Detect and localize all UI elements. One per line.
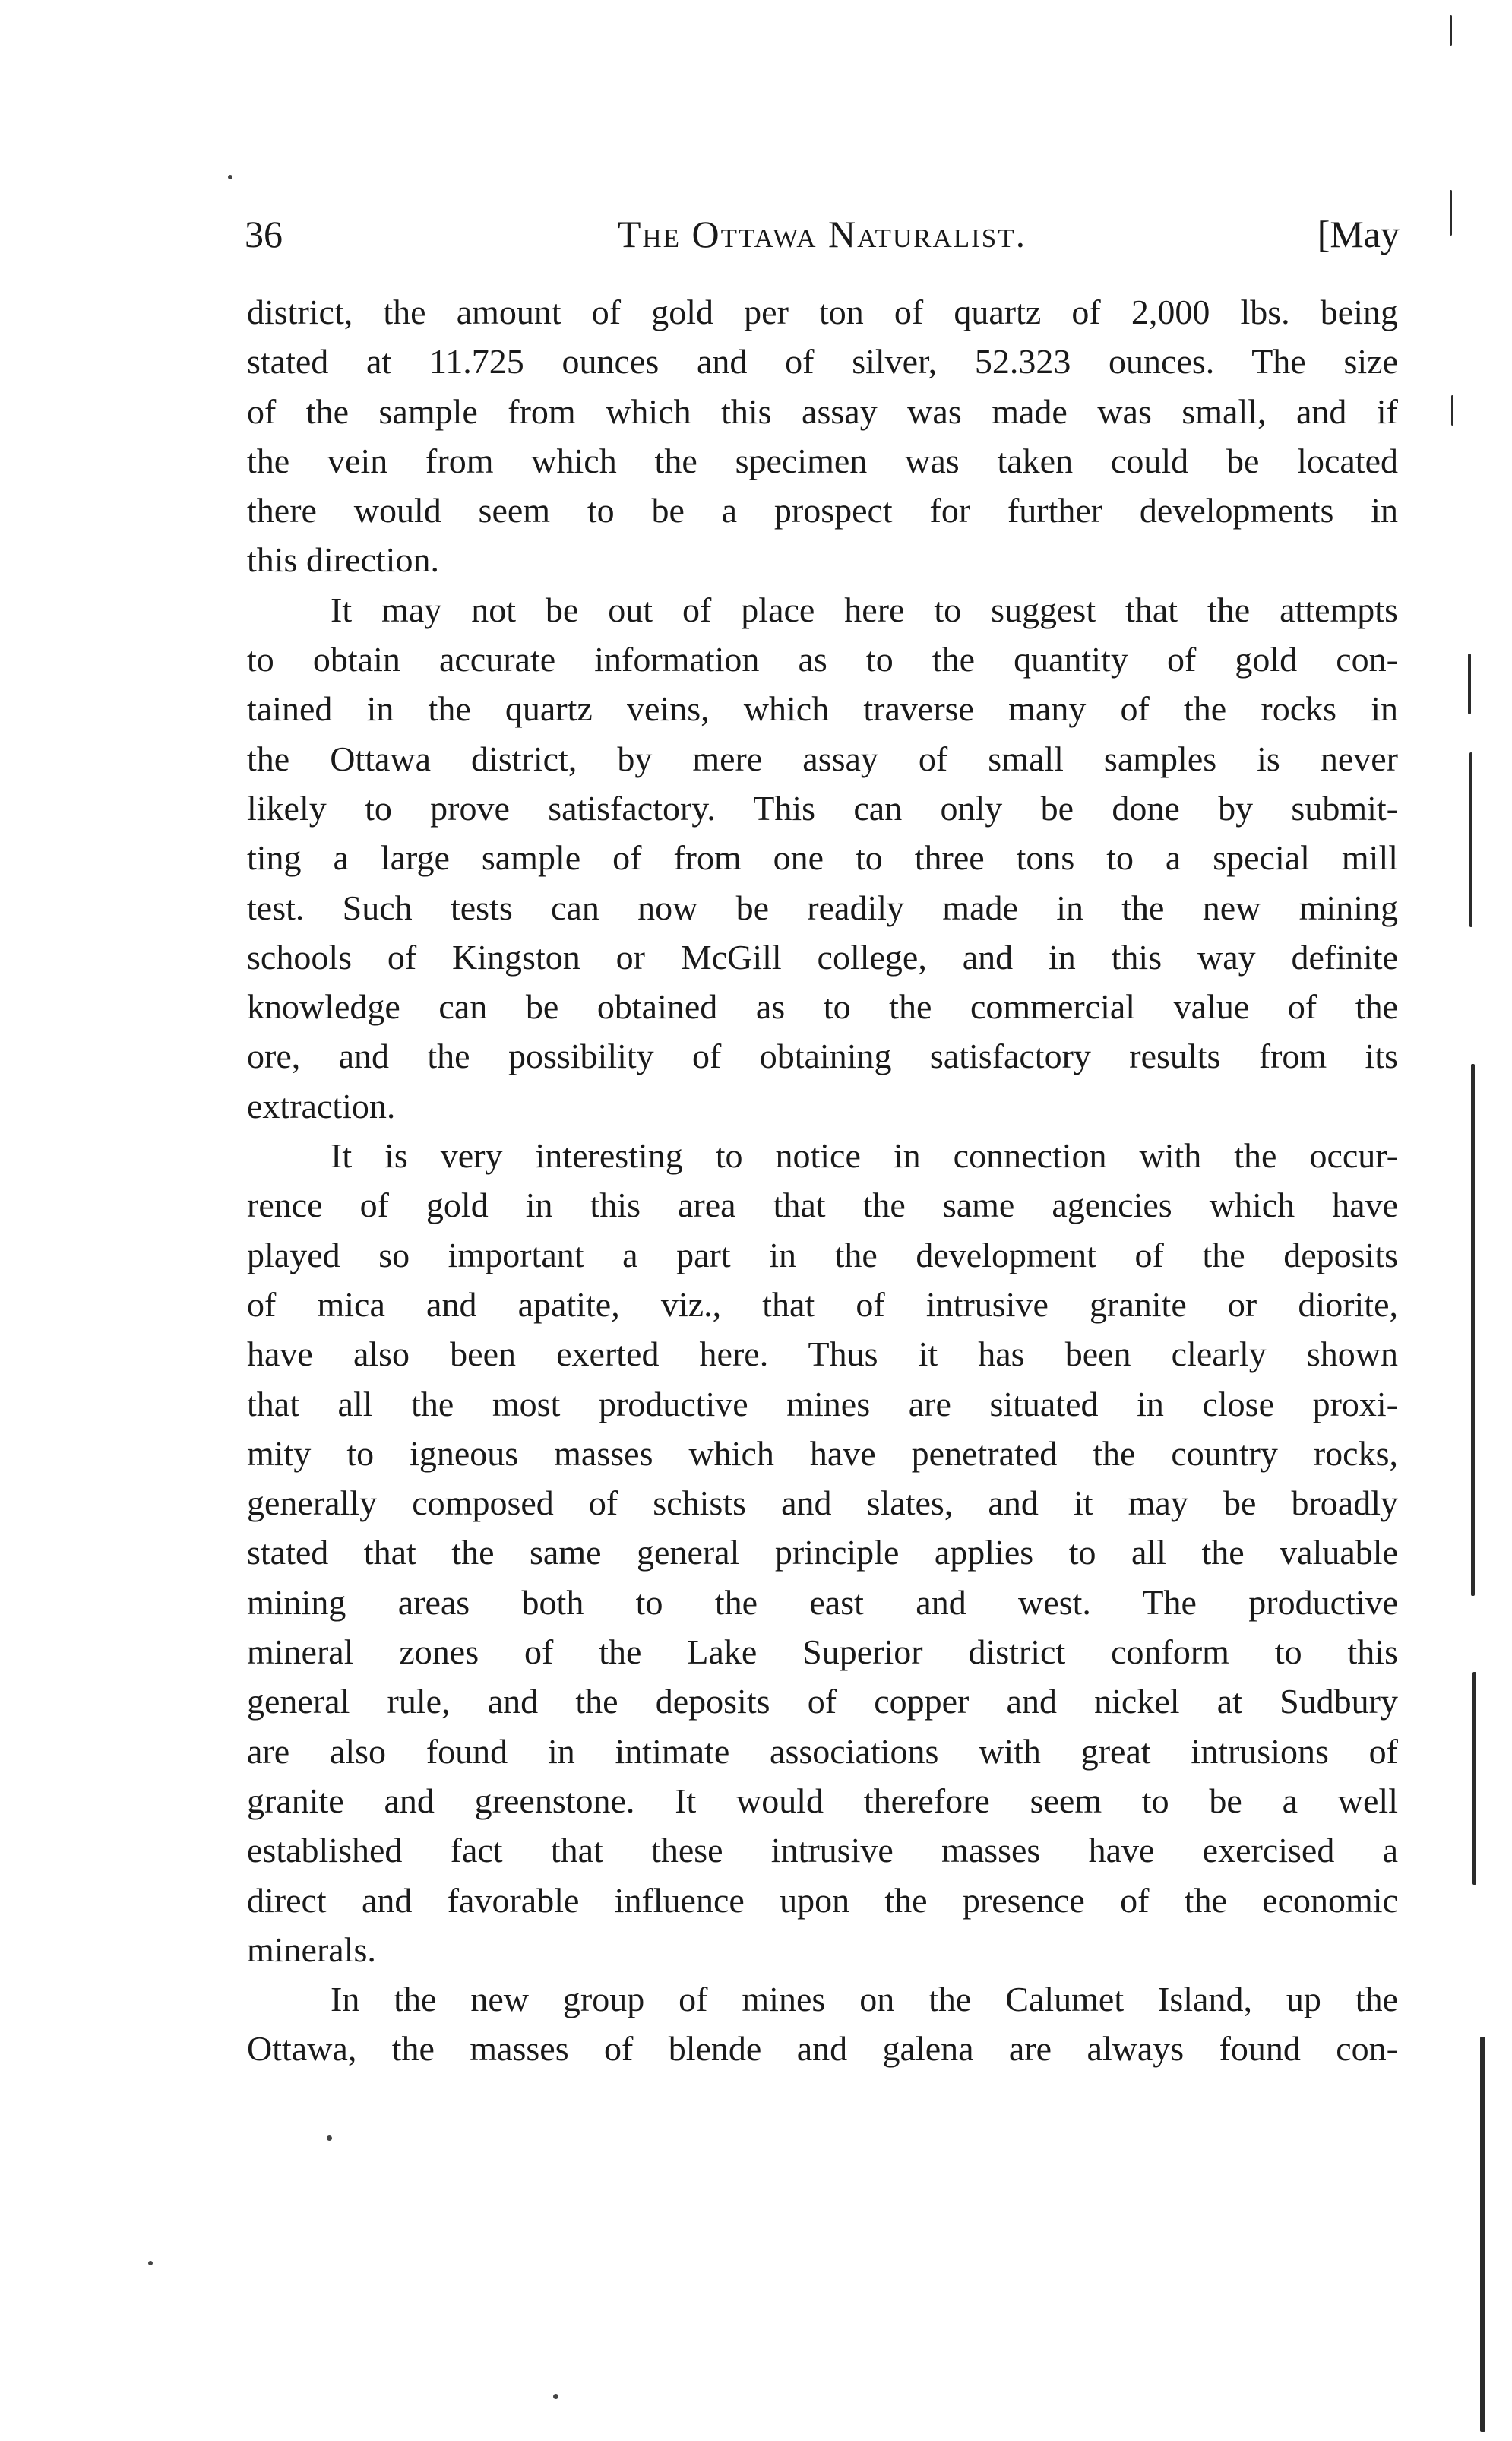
text-line: of mica and apatite, viz., that of intrusive granite or diorite, bbox=[247, 1284, 1398, 1324]
text-line: are also found in intimate associations with great intrusions of bbox=[247, 1731, 1398, 1771]
text-line: schools of Kingston or McGill college, and in this way definite bbox=[247, 937, 1398, 977]
paragraph-4 bbox=[247, 1974, 1398, 2074]
scan-speck bbox=[327, 2135, 332, 2141]
scan-edge-mark bbox=[1480, 2037, 1485, 2432]
text-line: minerals. bbox=[247, 1930, 376, 1969]
text-line: rence of gold in this area that the same agencies which have bbox=[247, 1186, 1398, 1225]
text-line: tained in the quartz veins, which traverse many of the rocks in bbox=[247, 689, 1398, 729]
text-line: have also been exerted here. Thus it has been clearly shown bbox=[247, 1334, 1398, 1374]
text-line: extraction. bbox=[247, 1086, 396, 1126]
text-line: It may not be out of place here to suggest that the attempts bbox=[331, 590, 1398, 629]
page-number: 36 bbox=[245, 213, 283, 255]
scan-edge-mark bbox=[1451, 395, 1453, 426]
scan-edge-mark bbox=[1469, 752, 1472, 927]
paragraph-3 bbox=[247, 1131, 1398, 1974]
scan-speck bbox=[228, 175, 232, 179]
text-line: established fact that these intrusive masses have exercised a bbox=[247, 1831, 1398, 1870]
text-line: stated that the same general principle applies to all the valuable bbox=[247, 1533, 1398, 1572]
text-line: likely to prove satisfactory. This can only be done by submit- bbox=[247, 788, 1398, 828]
text-line: ore, and the possibility of obtaining satisfactory results from its bbox=[247, 1037, 1398, 1076]
issue-month: [May bbox=[1317, 213, 1400, 255]
text-line: the Ottawa district, by mere assay of small samples is never bbox=[247, 739, 1398, 778]
text-line: general rule, and the deposits of copper and nickel at Sudbury bbox=[247, 1682, 1398, 1721]
text-line: It is very interesting to notice in connection with the occur- bbox=[331, 1136, 1398, 1176]
text-line: that all the most productive mines are situated in close proxi- bbox=[247, 1384, 1398, 1423]
text-line: played so important a part in the development of the deposits bbox=[247, 1235, 1398, 1274]
scan-edge-mark bbox=[1472, 1672, 1476, 1885]
scan-edge-mark bbox=[1471, 1064, 1475, 1596]
text-line: direct and favorable influence upon the presence of the economic bbox=[247, 1880, 1398, 1920]
text-line: test. Such tests can now be readily made in the new mining bbox=[247, 888, 1398, 927]
scan-edge-mark bbox=[1450, 15, 1452, 46]
scan-edge-mark bbox=[1468, 654, 1471, 714]
scan-speck bbox=[553, 2394, 558, 2399]
running-head bbox=[245, 204, 1400, 264]
journal-title: The Ottawa Naturalist. bbox=[617, 213, 1027, 255]
text-line: Ottawa, the masses of blende and galena are always found con- bbox=[247, 2029, 1398, 2069]
text-line: this direction. bbox=[247, 540, 439, 580]
text-line: of the sample from which this assay was made was small, and if bbox=[247, 391, 1398, 431]
text-line: In the new group of mines on the Calumet Island, up the bbox=[331, 1980, 1398, 2019]
scan-speck bbox=[148, 2261, 153, 2265]
text-line: district, the amount of gold per ton of quartz of 2,000 lbs. being bbox=[247, 293, 1398, 331]
paragraph-2 bbox=[247, 585, 1398, 1131]
text-line: mity to igneous masses which have penetrated the country rocks, bbox=[247, 1433, 1398, 1473]
text-line: granite and greenstone. It would therefore seem to be a well bbox=[247, 1781, 1398, 1820]
body-text bbox=[247, 287, 1398, 2074]
text-line: mining areas both to the east and west. The productive bbox=[247, 1582, 1398, 1622]
paragraph-1 bbox=[247, 287, 1398, 585]
text-line: to obtain accurate information as to the quantity of gold con- bbox=[247, 640, 1398, 679]
text-line: knowledge can be obtained as to the commercial value of the bbox=[247, 987, 1398, 1027]
text-line: there would seem to be a prospect for further developments in bbox=[247, 491, 1398, 530]
text-line: generally composed of schists and slates, and it may be broadly bbox=[247, 1483, 1398, 1523]
scan-edge-mark bbox=[1450, 190, 1452, 236]
text-line: stated at 11.725 ounces and of silver, 52.323 ounces. The size bbox=[247, 342, 1398, 382]
text-line: the vein from which the specimen was taken could be located bbox=[247, 441, 1398, 480]
text-line: ting a large sample of from one to three tons to a special mill bbox=[247, 838, 1398, 878]
text-line: mineral zones of the Lake Superior district conform to this bbox=[247, 1632, 1398, 1672]
